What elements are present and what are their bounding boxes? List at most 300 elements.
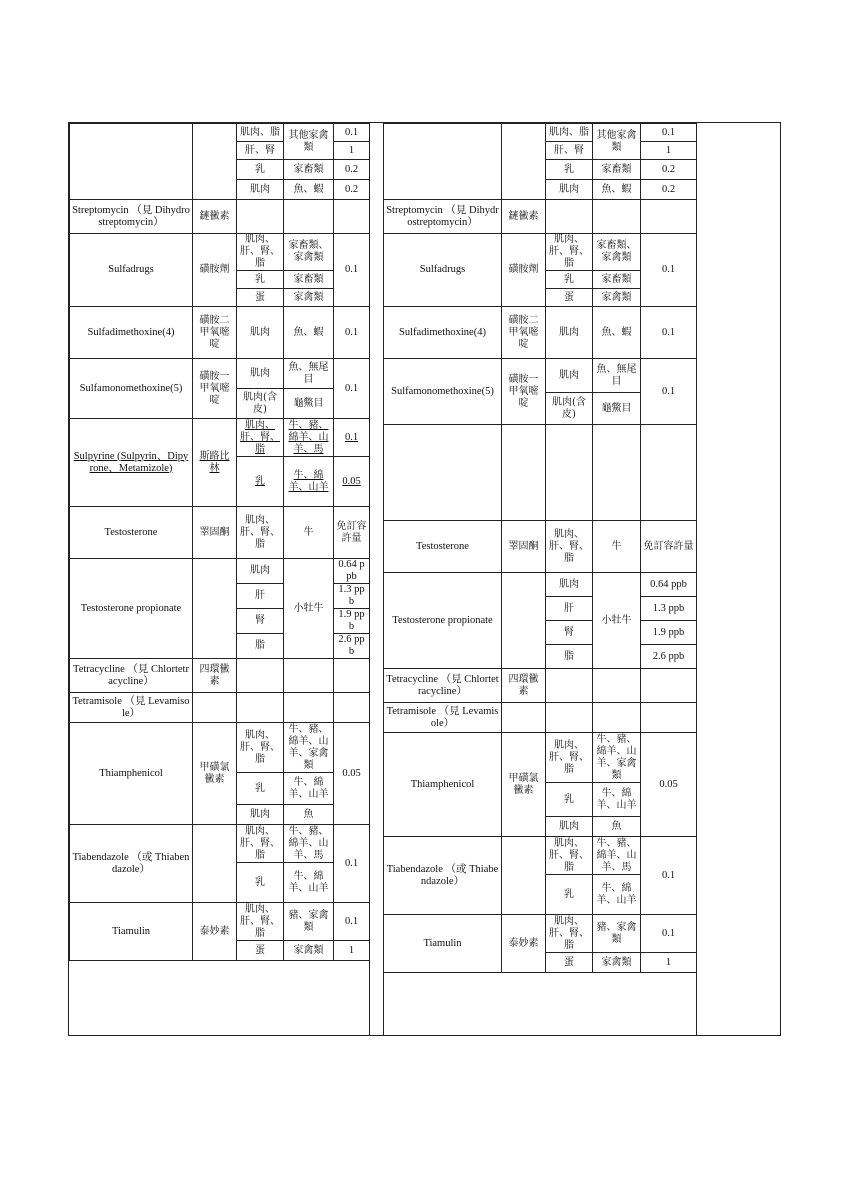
cell-text: 蛋 [255,291,265,303]
cell-text: 家畜類 [601,273,632,285]
table-cell [237,805,284,825]
table-cell [546,271,593,289]
cell-text: 免訂容許量 [336,520,367,544]
table-cell [237,863,284,903]
table-cell [641,521,697,573]
table-cell [70,723,193,825]
table-cell [384,915,502,973]
cell-text: 豬、家禽類 [596,921,637,945]
cell-text: 乳 [255,782,265,794]
table-cell [70,693,193,723]
table-cell [284,389,334,419]
cell-text: 家禽類 [293,944,324,956]
table-cell [546,521,593,573]
table-cell [384,521,502,573]
table-cell [334,180,370,200]
table-cell [334,941,370,961]
cell-text: 魚、蝦 [293,326,324,338]
table-cell [593,953,641,973]
cell-text: 家畜類 [293,163,324,175]
cell-text: 肌肉、肝、腎、脂 [240,729,280,765]
table-row [384,200,697,234]
cell-text: 牛、豬、綿羊、山羊、馬 [288,419,329,455]
cell-text: 小牡牛 [601,614,632,626]
cell-text: 豬、家禽類 [288,909,329,933]
table-cell [502,915,546,973]
table-cell [284,289,334,307]
table-cell [193,124,237,200]
cell-text: 牛、豬、綿羊、山羊、家禽類 [288,723,329,771]
table-cell [334,825,370,903]
table-row [384,521,697,573]
table-cell [641,703,697,733]
cell-text: 乳 [255,163,265,175]
cell-text: 0.1 [661,927,676,939]
table-row [384,359,697,393]
cell-text: 肌肉 [559,578,579,590]
table-cell [546,783,593,817]
cell-text: 肝 [255,590,265,601]
table-cell [237,200,284,234]
table-cell [641,645,697,669]
table-cell [593,160,641,180]
cell-text: 肌肉、脂 [549,126,589,138]
cell-text: Testosterone propionate [392,614,493,626]
cell-text: 牛 [611,540,622,552]
cell-text: 0.2 [661,183,676,195]
table-cell [641,160,697,180]
cell-text: 小牡牛 [293,602,324,614]
cell-text: 四環黴素 [508,673,539,697]
table-cell [237,773,284,805]
cell-text: 蛋 [564,956,574,968]
table-cell [193,723,237,825]
table-cell [237,825,284,863]
table-cell [641,621,697,645]
cell-text: 0.1 [661,126,676,138]
table-row [70,124,370,142]
table-cell [502,837,546,915]
table-cell [593,521,641,573]
table-cell [70,825,193,903]
table-cell [334,457,370,507]
cell-text: 肌肉、肝、腎、脂 [549,837,589,873]
table-row [384,669,697,703]
cell-text: 肌肉、肝、腎、脂 [549,234,589,269]
table-cell [284,180,334,200]
table-cell [641,953,697,973]
table-cell [593,124,641,160]
table-cell [502,425,546,521]
table-cell [384,425,502,521]
table-cell [384,359,502,425]
table-cell [546,234,593,271]
table-cell [641,307,697,359]
cell-text: 乳 [564,888,574,900]
cell-text: 肌肉 [559,369,579,381]
cell-text: 0.1 [661,869,676,881]
table-cell [334,200,370,234]
table-cell [546,289,593,307]
cell-text: 肌肉 [559,183,579,195]
table-row [384,703,697,733]
cell-text: 肌肉、肝、腎、脂 [240,825,280,861]
cell-text: Tiamulin [111,925,151,937]
cell-text: 肌肉(含皮) [552,396,586,420]
table-cell [502,703,546,733]
cell-text: 乳 [255,475,265,487]
left-residue-table [69,123,370,961]
table-cell [193,307,237,359]
table-cell [193,693,237,723]
table-cell [546,425,593,521]
table-cell [334,609,370,634]
table-cell [237,457,284,507]
table-cell [284,863,334,903]
table-cell [334,559,370,584]
table-cell [334,659,370,693]
cell-text: 其他家禽類 [288,129,329,153]
cell-text: Streptomycin （見 Dihydrostreptomycin） [72,204,190,228]
table-cell [334,419,370,457]
table-row [70,507,370,559]
cell-text: 0.1 [344,915,359,927]
table-cell [641,597,697,621]
cell-text: 0.05 [342,767,361,779]
table-cell [284,457,334,507]
cell-text: 肌肉 [250,326,270,338]
right-table-body [384,124,697,973]
table-cell [384,234,502,307]
table-cell [284,124,334,160]
cell-text: 家禽類 [293,291,324,303]
table-cell [284,941,334,961]
table-row [70,825,370,863]
table-row [70,359,370,389]
cell-text: 牛、綿羊、山羊 [288,870,329,894]
cell-text: 牛、綿羊、山羊 [288,776,329,800]
cell-text: Sulfadimethoxine(4) [87,326,175,338]
cell-text: 泰妙素 [199,925,230,937]
cell-text: Thiamphenicol [99,767,163,779]
table-cell [593,837,641,875]
cell-text: 肌肉、脂 [240,126,280,138]
cell-text: 0.1 [344,126,359,138]
table-cell [193,825,237,903]
table-cell [237,659,284,693]
table-cell [284,307,334,359]
cell-text: 家畜類 [293,273,324,285]
table-cell [284,559,334,659]
table-cell [284,271,334,289]
table-cell [193,559,237,659]
cell-text: 1.9 ppb [338,609,365,632]
cell-text: 0.1 [344,431,359,443]
cell-text: 1 [665,144,672,156]
table-cell [334,160,370,180]
notes-column-divider [696,123,697,1035]
table-cell [237,389,284,419]
table-row [384,307,697,359]
table-cell [237,609,284,634]
cell-text: 魚、無尾目 [596,363,637,387]
table-cell [546,597,593,621]
cell-text: 脂 [255,640,265,651]
cell-text: 牛、綿羊、山羊 [596,882,637,906]
cell-text: Testosterone propionate [80,602,182,614]
cell-text: 肌肉、肝、腎、脂 [549,739,589,775]
table-cell [193,359,237,419]
table-cell [593,669,641,703]
table-row [70,234,370,271]
cell-text: 斯路比林 [199,450,230,474]
cell-text: 肌肉、肝、腎、脂 [549,528,589,564]
table-cell [237,584,284,609]
table-cell [70,124,193,200]
table-cell [546,124,593,142]
table-row [384,915,697,953]
table-cell [641,837,697,915]
table-row [70,723,370,773]
table-row [384,837,697,875]
cell-text: 磺胺一甲氧嘧啶 [199,370,230,406]
table-cell [334,634,370,659]
cell-text: 睪固酮 [508,540,539,552]
cell-text: 牛 [303,526,314,538]
cell-text: 睪固酮 [199,526,230,538]
table-cell [284,723,334,773]
cell-text: 肌肉 [250,808,270,820]
left-table-section [69,123,369,961]
cell-text: 肌肉 [250,183,270,195]
cell-text: 0.1 [661,385,676,397]
table-cell [237,634,284,659]
table-cell [70,659,193,693]
table-cell [284,507,334,559]
cell-text: 其他家禽類 [596,129,637,153]
cell-text: 牛、綿羊、山羊 [288,469,329,493]
cell-text: 乳 [564,163,574,175]
table-cell [237,941,284,961]
cell-text: Sulfamonomethoxine(5) [391,385,494,397]
cell-text: 0.64 ppb [338,559,365,582]
table-row [70,659,370,693]
table-cell [284,825,334,863]
cell-text: 肌肉、肝、腎、脂 [240,419,280,455]
table-cell [641,915,697,953]
cell-text: 肌肉 [250,367,270,379]
table-cell [237,271,284,289]
cell-text: 牛、豬、綿羊、山羊、馬 [288,825,329,861]
table-cell [502,200,546,234]
table-cell [593,817,641,837]
table-cell [546,621,593,645]
table-cell [70,359,193,419]
table-cell [284,419,334,457]
cell-text: 魚、無尾目 [288,361,329,385]
table-cell [334,307,370,359]
table-cell [593,783,641,817]
table-cell [284,200,334,234]
table-row [384,573,697,597]
cell-text: 肌肉、肝、腎、脂 [240,234,280,269]
table-cell [546,669,593,703]
table-cell [237,903,284,941]
table-cell [384,703,502,733]
table-cell [70,200,193,234]
table-cell [334,142,370,160]
cell-text: Sulfadrugs [108,264,154,275]
table-cell [641,200,697,234]
divider-left [369,123,370,1035]
table-cell [384,733,502,837]
cell-text: Thiamphenicol [410,778,475,790]
cell-text: 腎 [255,615,265,626]
table-cell [502,124,546,200]
table-cell [237,419,284,457]
cell-text: 1.3 ppb [338,584,365,607]
table-cell [237,124,284,142]
table-cell [70,419,193,507]
table-cell [593,271,641,289]
cell-text: Sulfamonomethoxine(5) [79,382,183,394]
cell-text: 乳 [564,793,574,805]
table-cell [237,160,284,180]
cell-text: 脂 [564,650,574,662]
table-cell [284,160,334,180]
cell-text: Tiabendazole （或 Thiabendazole） [72,851,190,875]
cell-text: 0.1 [344,382,359,394]
cell-text: 肝、腎 [554,144,584,156]
table-cell [546,875,593,915]
table-cell [546,180,593,200]
cell-text: 2.6 ppb [338,634,365,657]
table-cell [384,124,502,200]
table-cell [502,359,546,425]
table-cell [546,142,593,160]
cell-text: Sulpyrine (Sulpyrin、Dipyrone、Metamizole) [73,450,189,474]
table-cell [284,805,334,825]
table-cell [284,234,334,271]
table-cell [641,733,697,837]
table-cell [546,160,593,180]
table-cell [284,693,334,723]
cell-text: 鏈黴素 [508,210,539,222]
table-cell [593,703,641,733]
table-cell [237,507,284,559]
table-cell [546,393,593,425]
table-cell [237,559,284,584]
table-cell [546,915,593,953]
cell-text: 肝 [564,602,574,614]
cell-text: 0.2 [344,163,359,175]
cell-text: 牛、綿羊、山羊 [596,787,637,811]
cell-text: Sulfadrugs [419,264,466,275]
right-table-section [383,123,696,973]
cell-text: 磺胺一甲氧嘧啶 [508,373,539,409]
cell-text: 肌肉、肝、腎、脂 [240,514,280,550]
table-cell [193,234,237,307]
table-cell [237,289,284,307]
cell-text: 肌肉 [250,565,270,576]
cell-text: Sulfadimethoxine(4) [399,326,486,338]
table-cell [237,180,284,200]
cell-text: 家禽類 [601,291,632,303]
table-cell [193,419,237,507]
table-cell [641,573,697,597]
cell-text: 肌肉 [559,326,579,338]
table-cell [546,573,593,597]
left-table-body [70,124,370,961]
table-cell [593,425,641,521]
cell-text: 四環黴素 [199,663,230,687]
cell-text: 0.1 [344,264,359,275]
table-row [384,124,697,142]
table-cell [593,733,641,783]
table-cell [593,875,641,915]
comparison-table-frame [68,122,781,1036]
cell-text: 蛋 [255,944,265,956]
table-row [70,307,370,359]
table-cell [334,903,370,941]
table-cell [641,669,697,703]
table-cell [593,915,641,953]
table-cell [502,669,546,703]
table-cell [237,307,284,359]
cell-text: 磺胺二甲氧嘧啶 [199,314,230,350]
cell-text: 家畜類、家禽類 [596,240,637,263]
cell-text: Tetracycline （見 Chlortetracycline） [386,673,499,697]
table-row [384,234,697,271]
cell-text: 肌肉(含皮) [243,391,277,415]
table-cell [70,307,193,359]
table-cell [502,573,546,669]
table-cell [237,142,284,160]
cell-text: 牛、豬、綿羊、山羊、家禽類 [596,733,637,781]
table-cell [546,733,593,783]
table-cell [237,359,284,389]
cell-text: 0.05 [659,778,678,790]
cell-text: 腎 [564,626,574,638]
cell-text: 魚 [611,820,622,832]
cell-text: 魚、蝦 [601,326,632,338]
cell-text: 磺胺劑 [508,264,539,275]
table-cell [237,234,284,271]
cell-text: 甲磺氯黴素 [199,761,230,785]
cell-text: 乳 [255,273,265,285]
cell-text: 0.1 [344,857,359,869]
table-cell [593,200,641,234]
table-cell [593,359,641,393]
cell-text: 磺胺二甲氧嘧啶 [508,314,539,350]
cell-text: Tiamulin [423,937,462,949]
cell-text: 肌肉、肝、腎、脂 [240,903,280,939]
table-cell [70,234,193,307]
cell-text: 乳 [564,273,574,285]
table-cell [641,234,697,307]
table-cell [546,837,593,875]
table-cell [70,507,193,559]
table-cell [384,307,502,359]
table-cell [546,817,593,837]
table-row [384,425,697,465]
cell-text: 免訂容許量 [643,540,694,552]
cell-text: 龜鱉目 [601,402,632,414]
table-row [70,200,370,234]
cell-text: 龜鱉目 [293,397,324,409]
table-row [70,903,370,941]
table-cell [284,903,334,941]
